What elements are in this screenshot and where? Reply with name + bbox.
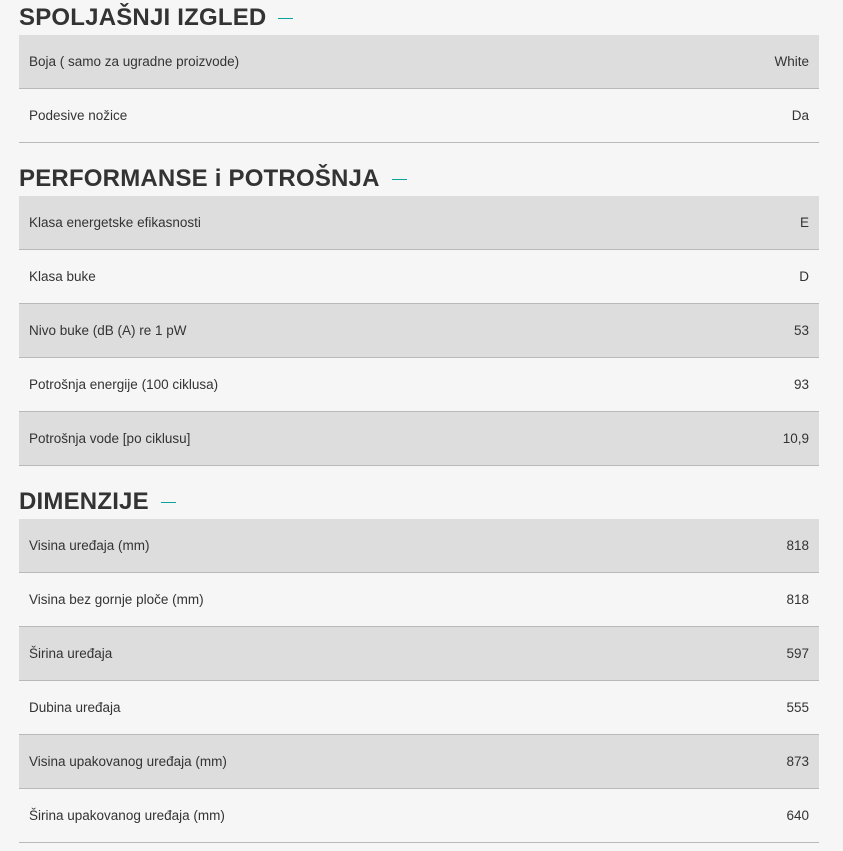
spec-row [19,35,819,89]
spec-label: Širina upakovanog uređaja (mm) [29,808,225,823]
minus-icon[interactable] [392,179,407,181]
spec-row [19,89,819,143]
spec-label: Klasa buke [29,269,96,284]
spec-value: D [799,269,809,284]
spec-value: 818 [786,592,809,607]
spec-row [19,735,819,789]
spec-value: 873 [786,754,809,769]
spec-label: Potrošnja energije (100 ciklusa) [29,377,219,392]
spec-label: Dubina uređaja [29,700,121,715]
spec-value: 597 [786,646,809,661]
spec-label: Nivo buke (dB (A) re 1 pW [29,323,187,338]
spec-value: 53 [793,323,809,338]
spec-row [19,196,819,250]
spec-value: 93 [793,377,809,392]
spec-row [19,627,819,681]
spec-label: Boja ( samo za ugradne proizvode) [29,54,240,69]
spec-row [19,250,819,304]
spec-label: Visina bez gornje ploče (mm) [29,592,204,607]
spec-label: Visina upakovanog uređaja (mm) [29,754,227,769]
spec-label: Širina uređaja [29,646,113,661]
spec-row [19,304,819,358]
spec-label: Potrošnja vode [po ciklusu] [29,431,191,446]
spec-value: 640 [786,808,809,823]
spec-label: Podesive nožice [29,108,128,123]
section-title: DIMENZIJE [19,487,149,515]
section-performanse-i-potrosnja [19,143,819,466]
spec-row [19,681,819,735]
minus-icon[interactable] [161,502,176,504]
spec-value: E [799,215,809,230]
section-title: PERFORMANSE i POTROŠNJA [19,164,380,192]
section-spoljasnji-izgled [19,0,819,143]
spec-row [19,358,819,412]
spec-row [19,412,819,466]
section-heading[interactable] [19,143,819,196]
spec-value: 818 [786,538,809,553]
spec-label: Klasa energetske efikasnosti [29,215,201,230]
spec-value: White [774,54,809,69]
spec-value: 10,9 [782,431,809,446]
section-heading[interactable] [19,466,819,519]
spec-row [19,789,819,843]
minus-icon[interactable] [278,18,293,20]
section-heading[interactable] [19,0,819,35]
spec-value: 555 [786,700,809,715]
spec-value: Da [791,108,809,123]
section-dimenzije [19,466,819,843]
section-title: SPOLJAŠNJI IZGLED [19,3,267,31]
spec-label: Visina uređaja (mm) [29,538,150,553]
spec-row [19,519,819,573]
spec-row [19,573,819,627]
